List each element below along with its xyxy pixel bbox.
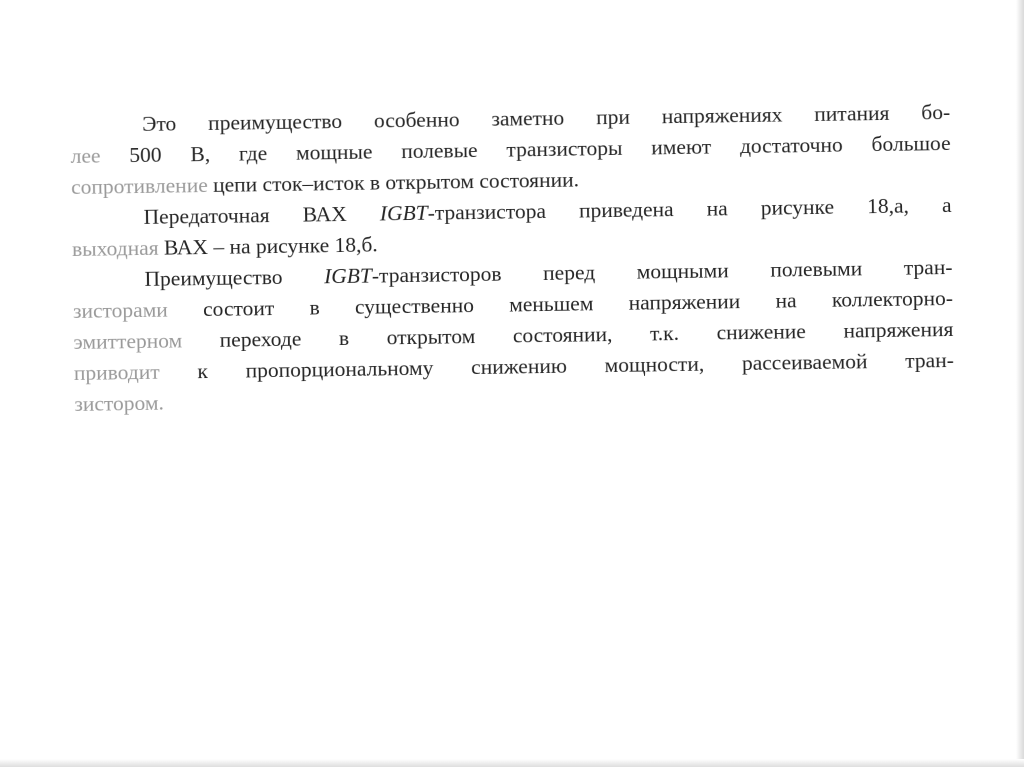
paragraph-3-line-2: зисторами состоит в существенно меньшем напряжении на коллекторно- [72, 285, 954, 323]
igbt-term: IGBT [323, 263, 373, 289]
faded-line-start: эмиттерном [73, 328, 183, 354]
faded-line-start: сопротивление [70, 172, 208, 199]
faded-line-start: лее [70, 143, 101, 168]
faded-line-start: зистором. [74, 390, 165, 416]
paragraph-3-line-3: эмиттерном переходе в открытом состоянии, т.к. снижение напряжения [73, 316, 954, 354]
slide-edge-right [1016, 0, 1024, 767]
paragraph-1-line-1: Это преимущество особенно заметно при напряжениях питания бо- [142, 99, 951, 136]
paragraph-1 [70, 97, 951, 203]
faded-line-start: выходная [71, 235, 159, 261]
scanned-text-block [70, 97, 955, 430]
igbt-term: IGBT [379, 200, 428, 226]
paragraph-2-line-1: Передаточная ВАХ IGBT-транзистора приведена на рисунке 18,а, а [143, 192, 952, 229]
paragraph-3-line-1: Преимущество IGBT-транзисторов перед мощными полевыми тран- [144, 254, 953, 291]
slide-edge-bottom [0, 759, 1024, 767]
paragraph-3-line-4: приводит к пропорциональному снижению мощности, рассеиваемой тран- [73, 347, 954, 385]
faded-line-start: приводит [73, 359, 160, 385]
paragraph-2-line-2: выходная ВАХ – на рисунке 18,б. [71, 232, 378, 261]
paragraph-3 [72, 252, 954, 420]
paragraph-1-line-2: лее 500 В, где мощные полевые транзисторы имеют достаточно большое [70, 130, 951, 168]
paragraph-1-line-3: сопротивление цепи сток–исток в открытом состоянии. [70, 167, 580, 199]
faded-line-start: зисторами [72, 297, 168, 323]
